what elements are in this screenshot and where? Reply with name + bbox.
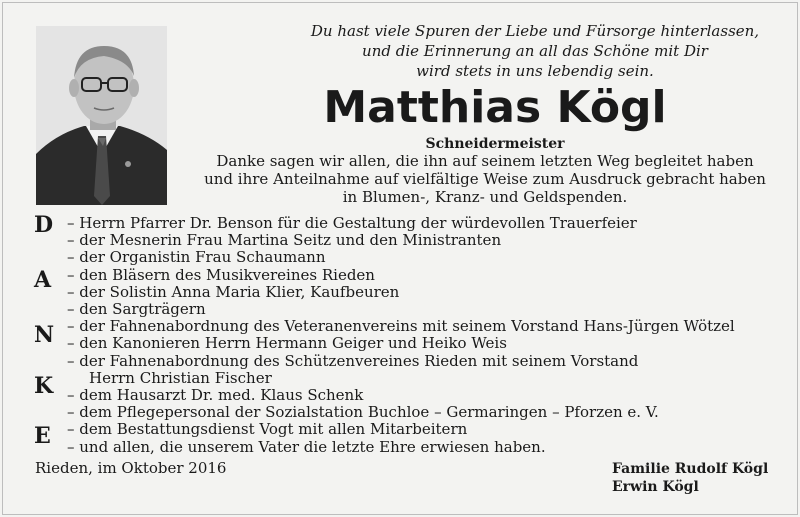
danke-letter: E xyxy=(34,423,51,449)
quote-line: und die Erinnerung an all das Schöne mit Dir xyxy=(362,42,708,60)
list-item: – dem Bestattungsdienst Vogt mit allen Mitarbeitern xyxy=(67,420,468,439)
deceased-profession: Schneidermeister xyxy=(425,136,565,152)
thanks-line: Danke sagen wir allen, die ihn auf seinem letzten Weg begleitet haben xyxy=(216,152,754,170)
list-item: – den Kanonieren Herrn Hermann Geiger und Heiko Weis xyxy=(67,334,507,353)
list-item: – dem Pflegepersonal der Sozialstation Buchloe – Germaringen – Pforzen e. V. xyxy=(67,403,659,422)
deceased-name: Matthias Kögl xyxy=(323,82,667,133)
list-item: – der Organistin Frau Schaumann xyxy=(67,248,326,267)
list-item: – der Fahnenabordnung des Schützenvereines Rieden mit seinem Vorstand xyxy=(67,351,639,370)
list-item: – der Fahnenabordnung des Veteranenvereins mit seinem Vorstand Hans-Jürgen Wötzel xyxy=(67,317,735,336)
danke-letter: K xyxy=(34,373,54,399)
place-date: Rieden, im Oktober 2016 xyxy=(35,459,227,477)
list-item: – den Bläsern des Musikvereines Rieden xyxy=(67,265,375,284)
portrait-photo xyxy=(36,26,167,205)
list-item: – der Mesnerin Frau Martina Seitz und den Ministranten xyxy=(67,231,502,250)
quote-line: Du hast viele Spuren der Liebe und Fürsorge hinterlassen, xyxy=(310,22,760,40)
list-item: – dem Hausarzt Dr. med. Klaus Schenk xyxy=(67,386,364,405)
thanks-line: und ihre Anteilnahme auf vielfältige Weise zum Ausdruck gebracht haben xyxy=(204,170,766,188)
thanks-text xyxy=(185,152,785,206)
list-item: – der Solistin Anna Maria Klier, Kaufbeuren xyxy=(67,282,400,301)
thanks-line: in Blumen-, Kranz- und Geldspenden. xyxy=(342,188,628,206)
list-item: – und allen, die unserem Vater die letzte Ehre erwiesen haben. xyxy=(67,437,546,456)
signature-line: Familie Rudolf Kögl xyxy=(612,461,769,477)
quote-line: wird stets in uns lebendig sein. xyxy=(416,62,654,80)
signature-line: Erwin Kögl xyxy=(612,479,699,495)
danke-letter: N xyxy=(34,322,55,348)
family-signature xyxy=(612,460,768,496)
list-item-continuation: Herrn Christian Fischer xyxy=(89,368,272,387)
list-item: – Herrn Pfarrer Dr. Benson für die Gestaltung der würdevollen Trauerfeier xyxy=(67,214,637,232)
danke-letter: D xyxy=(34,212,54,238)
thanks-list xyxy=(67,215,787,456)
memorial-quote xyxy=(300,21,770,81)
list-item: – den Sargträgern xyxy=(67,300,206,319)
portrait-image xyxy=(36,26,167,205)
danke-letter: A xyxy=(34,267,52,293)
